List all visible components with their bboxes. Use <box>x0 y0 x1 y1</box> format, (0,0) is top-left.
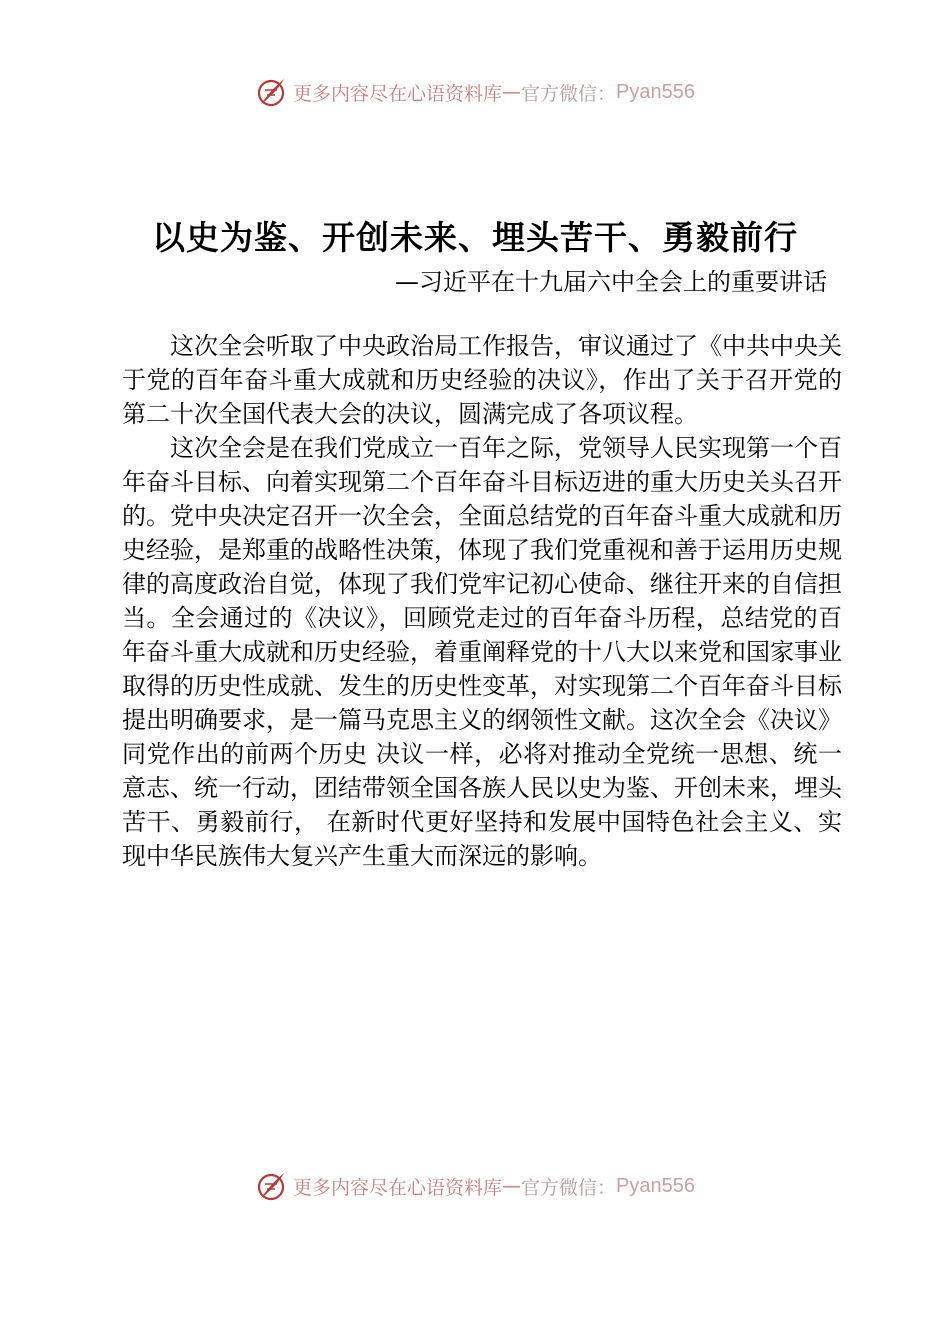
body-paragraph-2: 这次全会是在我们党成立一百年之际，党领导人民实现第一个百年奋斗目标、向着实现第二个百年奋斗目标迈进的重大历史关头召开的。党中央决定召开一次全会，全面总结党的百年奋斗重大成就和历史经验，是郑重的战略性决策，体现了我们党重视和善于运用历史规律的高度政治自觉，体现了我们党牢记初心使命、继往开来的自信担当。全会通过的《决议》，回顾党走过的百年奋斗历程，总结党的百年奋斗重大成就和历史经验，着重阐释党的十八大以来党和国家事业取得的历史性成就、发生的历史性变革，对实现第二个百年奋斗目标提出明确要求，是一篇马克思主义的纲领性文献。这次全会《决议》同党作出的前两个历史 决议一样，必将对推动全党统一思想、统一意志、统一行动，团结带领全国各族人民以史为鉴、开创未来，埋头苦干、勇毅前行， 在新时代更好坚持和发展中国特色社会主义、实现中华民族伟大复兴产生重大而深远的影响。 <box>122 434 842 870</box>
banner-dash: — <box>502 81 522 103</box>
header-watermark-banner <box>0 72 950 112</box>
quill-seal-icon <box>255 1170 287 1202</box>
quill-seal-icon <box>255 76 287 108</box>
document-title: 以史为鉴、开创未来、埋头苦干、勇毅前行 <box>152 218 798 257</box>
banner-dash: — <box>502 1175 522 1197</box>
document-body <box>122 329 842 873</box>
banner-text-wx: 官方微信： <box>521 82 617 105</box>
banner-text-cn: 更多内容尽在心语资料库 <box>293 1176 503 1199</box>
footer-watermark-banner <box>0 1166 950 1206</box>
document-subtitle: —习近平在十九届六中全会上的重要讲话 <box>395 268 827 296</box>
banner-text-id: Pyan556 <box>616 80 695 103</box>
banner-text-id: Pyan556 <box>616 1174 695 1197</box>
body-paragraph-1: 这次全会听取了中央政治局工作报告，审议通过了《中共中央关于党的百年奋斗重大成就和历史经验的决议》，作出了关于召开党的第二十次全国代表大会的决议，圆满完成了各项议程。 <box>122 332 842 428</box>
banner-text-cn: 更多内容尽在心语资料库 <box>293 82 503 105</box>
banner-text-wx: 官方微信： <box>521 1176 617 1199</box>
